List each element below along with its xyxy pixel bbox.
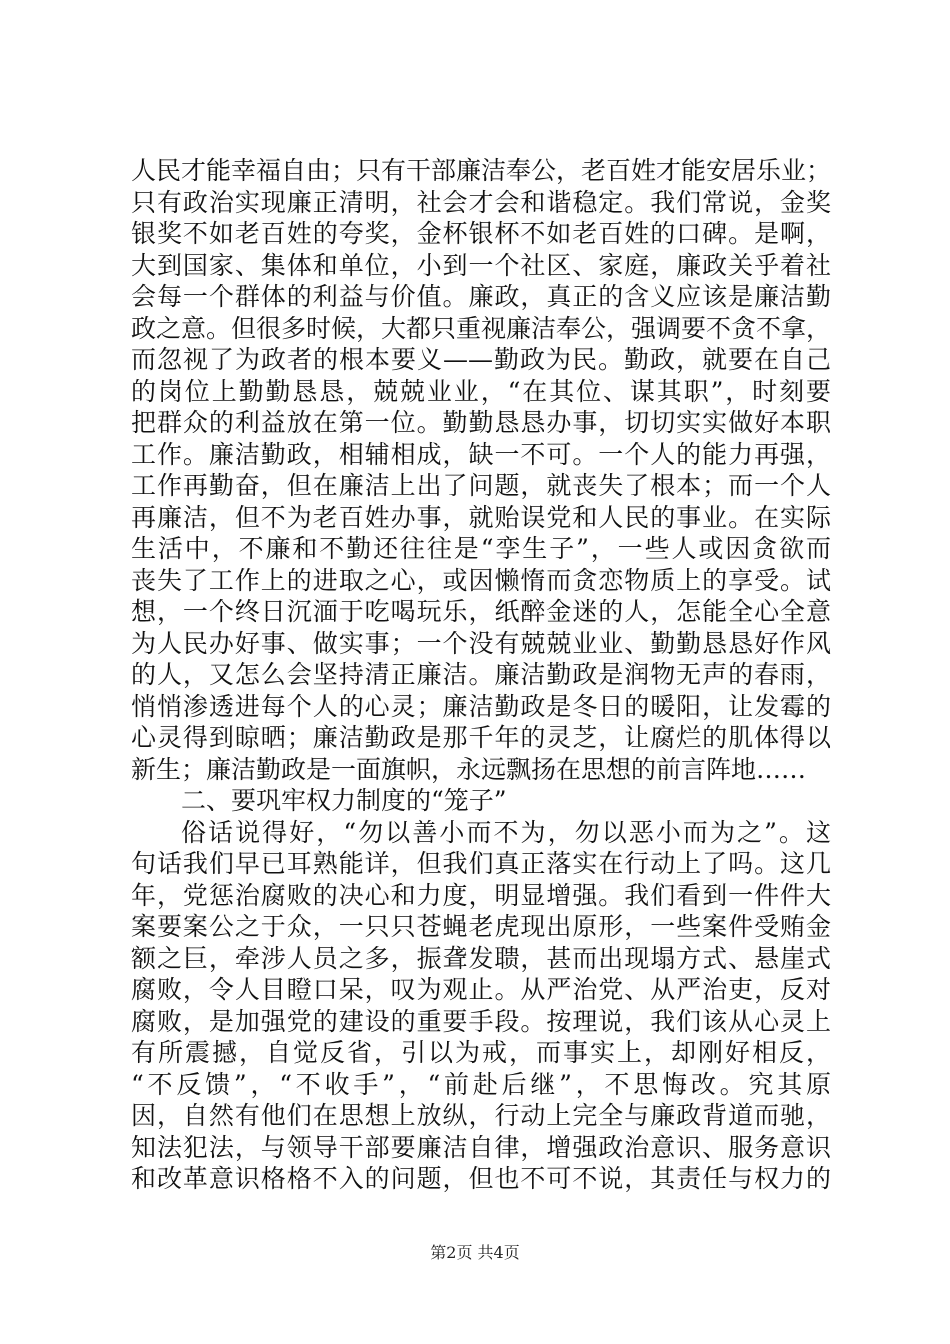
text-line: 政之意。但很多时候，大都只重视廉洁奉公，强调要不贪不拿， — [131, 313, 832, 343]
text-line: 腐败，令人目瞪口呆，叹为观止。从严治党、从严治吏，反对 — [131, 975, 831, 1004]
text-line: 生活中，不廉和不勤还往往是“孪生子”，一些人或因贪欲而 — [131, 534, 831, 563]
paragraph-2 — [131, 817, 831, 1195]
text-line: 悄悄渗透进每个人的心灵；廉洁勤政是冬日的暖阳，让发霉的 — [131, 691, 831, 721]
text-line: 案要案公之于众，一只只苍蝇老虎现出原形，一些案件受贿金 — [131, 912, 831, 941]
text-line: 而忽视了为政者的根本要义——勤政为民。勤政，就要在自己 — [131, 345, 831, 374]
text-line: 把群众的利益放在第一位。勤勤恳恳办事，切切实实做好本职 — [131, 408, 831, 437]
text-line: 俗话说得好，“勿以善小而不为，勿以恶小而为之”。这 — [181, 817, 831, 847]
text-line: 再廉洁，但不为老百姓办事，就贻误党和人民的事业。在实际 — [131, 502, 831, 532]
text-line: 额之巨，牵涉人员之多，振聋发聩，甚而出现塌方式、悬崖式 — [131, 943, 831, 973]
text-line: 会每一个群体的利益与价值。廉政，真正的含义应该是廉洁勤 — [131, 282, 831, 311]
text-line: 工作。廉洁勤政，相辅相成，缺一不可。一个人的能力再强， — [131, 439, 831, 469]
text-line: 新生；廉洁勤政是一面旗帜，永远飘扬在思想的前言阵地…… — [131, 754, 807, 784]
document-body — [131, 155, 831, 1195]
text-line: 腐败，是加强党的建设的重要手段。按理说，我们该从心灵上 — [131, 1006, 831, 1036]
text-line: 有所震撼，自觉反省，引以为戒，而事实上，却刚好相反， — [131, 1038, 831, 1067]
text-line: 为人民办好事、做实事；一个没有兢兢业业、勤勤恳恳好作风 — [131, 628, 831, 658]
text-line: 银奖不如老百姓的夸奖，金杯银杯不如老百姓的口碑。是啊， — [131, 219, 831, 248]
paragraph-1 — [131, 155, 831, 785]
section-heading: 二、要巩牢权力制度的“笼子” — [181, 786, 507, 815]
text-line: 年，党惩治腐败的决心和力度，明显增强。我们看到一件件大 — [131, 880, 831, 910]
text-line: 和改革意识格格不入的问题，但也不可不说，其责任与权力的 — [131, 1164, 831, 1193]
text-line: 大到国家、集体和单位，小到一个社区、家庭，廉政关乎着社 — [131, 250, 831, 280]
text-line: 的人，又怎么会坚持清正廉洁。廉洁勤政是润物无声的春雨， — [131, 660, 831, 689]
text-line: 只有政治实现廉正清明，社会才会和谐稳定。我们常说，金奖 — [131, 187, 831, 217]
text-line: 因，自然有他们在思想上放纵，行动上完全与廉政背道而驰， — [131, 1101, 831, 1130]
text-line: 人民才能幸福自由；只有干部廉洁奉公，老百姓才能安居乐业； — [131, 156, 832, 185]
text-line: “不反馈”，“不收手”，“前赴后继”，不思悔改。究其原 — [131, 1069, 831, 1099]
text-line: 句话我们早已耳熟能详，但我们真正落实在行动上了吗。这几 — [131, 849, 831, 878]
text-line: 知法犯法，与领导干部要廉洁自律，增强政治意识、服务意识 — [131, 1132, 831, 1162]
page-number-footer: 第2页 共4页 — [430, 1243, 520, 1262]
text-line: 想，一个终日沉湎于吃喝玩乐，纸醉金迷的人，怎能全心全意 — [131, 597, 831, 626]
text-line: 的岗位上勤勤恳恳，兢兢业业，“在其位、谋其职”，时刻要 — [131, 376, 831, 406]
text-line: 心灵得到晾晒；廉洁勤政是那千年的灵芝，让腐烂的肌体得以 — [131, 723, 831, 752]
text-line: 工作再勤奋，但在廉洁上出了问题，就丧失了根本；而一个人 — [131, 471, 831, 500]
text-line: 丧失了工作上的进取之心，或因懒惰而贪恋物质上的享受。试 — [131, 565, 831, 595]
